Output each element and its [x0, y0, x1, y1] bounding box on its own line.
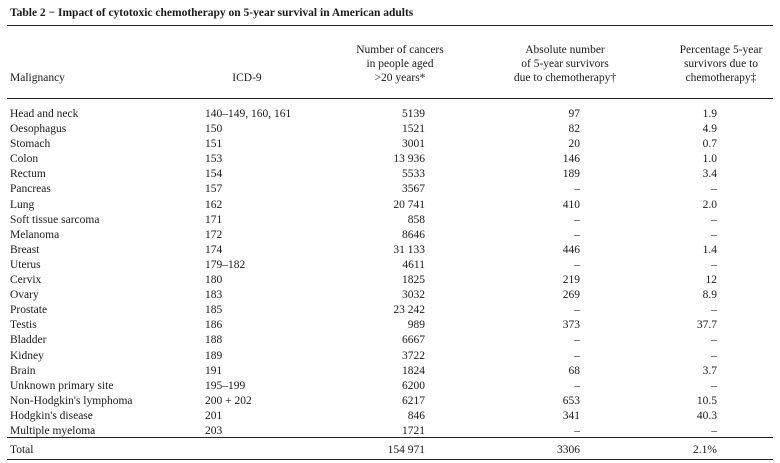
cell-percentage-survivors: –: [711, 349, 717, 362]
cell-icd9: 153: [205, 153, 223, 166]
cell-icd9: 172: [205, 228, 223, 241]
table-row: [0, 182, 780, 197]
header-line: >20 years*: [374, 72, 426, 84]
cell-malignancy: Lung: [10, 198, 35, 211]
cell-percentage-survivors: 4.9: [702, 123, 717, 136]
cell-absolute-survivors: 341: [562, 409, 580, 422]
table-body: [0, 107, 780, 439]
table-title: Table 2 − Impact of cytotoxic chemotherapy on 5-year survival in American adults: [10, 7, 414, 19]
table-row: [0, 167, 780, 182]
header-line: Absolute number: [525, 44, 605, 56]
cell-number-of-cancers: 1521: [402, 123, 425, 136]
table-row: [0, 364, 780, 379]
table-row: [0, 152, 780, 167]
cell-icd9: 162: [205, 198, 223, 211]
cell-icd9: 189: [205, 349, 223, 362]
cell-malignancy: Ovary: [10, 289, 39, 302]
table-row: [0, 258, 780, 273]
cell-icd9: 186: [205, 319, 223, 332]
cell-percentage-survivors: –: [711, 304, 717, 317]
cell-percentage-survivors: 8.9: [702, 289, 717, 302]
table-row: [0, 198, 780, 213]
cell-percentage-survivors: –: [711, 379, 717, 392]
cell-number-of-cancers: 8646: [402, 228, 425, 241]
table-row: [0, 243, 780, 258]
top-rule: [7, 25, 773, 26]
cell-icd9: 180: [205, 274, 223, 287]
header-percentage-survivors: [664, 43, 778, 85]
cell-percentage-survivors: 1.9: [702, 108, 717, 120]
cell-malignancy: Oesophagus: [10, 123, 67, 136]
cell-number-of-cancers: 6200: [402, 379, 425, 392]
cell-malignancy: Brain: [10, 364, 36, 377]
cell-number-of-cancers: 858: [407, 213, 425, 226]
cell-icd9: 203: [205, 424, 223, 437]
cell-number-of-cancers: 3567: [402, 183, 425, 196]
cell-percentage-survivors: 2.0: [702, 198, 717, 211]
cell-percentage-survivors: –: [711, 258, 717, 271]
cell-absolute-survivors: 20: [568, 138, 580, 151]
cell-percentage-survivors: 10.5: [696, 394, 717, 407]
cell-malignancy: Soft tissue sarcoma: [10, 213, 100, 226]
cell-icd9: 150: [205, 123, 223, 136]
table-row: [0, 303, 780, 318]
cell-number-of-cancers: 989: [407, 319, 425, 332]
cell-percentage-survivors: 3.4: [702, 168, 717, 181]
cell-malignancy: Breast: [10, 243, 40, 256]
table-row: [0, 379, 780, 394]
cell-malignancy: Melanoma: [10, 228, 60, 241]
cell-icd9: 195–199: [205, 379, 246, 392]
cell-icd9: 185: [205, 304, 223, 317]
cell-absolute-survivors: 219: [562, 274, 580, 287]
cell-icd9: 183: [205, 289, 223, 302]
cell-malignancy: Unknown primary site: [10, 379, 114, 392]
total-percentage-survivors: 2.1%: [693, 444, 717, 456]
table-row: [0, 228, 780, 243]
cell-percentage-survivors: 3.7: [702, 364, 717, 377]
cell-absolute-survivors: –: [574, 183, 580, 196]
cell-number-of-cancers: 6217: [402, 394, 425, 407]
header-rule: [7, 98, 773, 99]
cell-percentage-survivors: 0.7: [702, 138, 717, 151]
table-row: [0, 288, 780, 303]
table-row: [0, 122, 780, 137]
cell-malignancy: Hodgkin's disease: [10, 409, 93, 422]
total-label: Total: [10, 444, 34, 456]
cell-number-of-cancers: 31 133: [393, 243, 425, 256]
total-row: [0, 443, 780, 458]
cell-absolute-survivors: –: [574, 228, 580, 241]
cell-malignancy: Pancreas: [10, 183, 51, 196]
cell-malignancy: Rectum: [10, 168, 46, 181]
cell-absolute-survivors: –: [574, 424, 580, 437]
cell-percentage-survivors: –: [711, 213, 717, 226]
header-line: chemotherapy‡: [685, 72, 757, 84]
cell-percentage-survivors: –: [711, 424, 717, 437]
cell-absolute-survivors: –: [574, 349, 580, 362]
header-line: due to chemotherapy†: [513, 72, 617, 84]
total-number-of-cancers: 154 971: [387, 444, 425, 456]
header-line: survivors due to: [683, 58, 759, 70]
cell-percentage-survivors: 40.3: [696, 409, 717, 422]
table-row: [0, 107, 780, 122]
header-line: Number of cancers: [356, 44, 444, 56]
cell-malignancy: Colon: [10, 153, 39, 166]
cell-percentage-survivors: 1.4: [702, 243, 717, 256]
cell-number-of-cancers: 13 936: [393, 153, 425, 166]
cell-malignancy: Stomach: [10, 138, 51, 151]
cell-malignancy: Bladder: [10, 334, 47, 347]
cell-absolute-survivors: 189: [562, 168, 580, 181]
cell-number-of-cancers: 1825: [402, 274, 425, 287]
cell-malignancy: Kidney: [10, 349, 44, 362]
header-absolute-survivors: [495, 43, 635, 85]
table-row: [0, 137, 780, 152]
table-row: [0, 213, 780, 228]
cell-absolute-survivors: 82: [568, 123, 580, 136]
cell-percentage-survivors: –: [711, 228, 717, 241]
cell-number-of-cancers: 4611: [402, 258, 425, 271]
cell-percentage-survivors: 1.0: [702, 153, 717, 166]
header-line: in people aged: [366, 58, 434, 70]
total-rule: [7, 437, 773, 438]
cell-malignancy: Multiple myeloma: [10, 424, 96, 437]
cell-absolute-survivors: 373: [562, 319, 580, 332]
cell-malignancy: Uterus: [10, 258, 41, 271]
header-line: Percentage 5-year: [679, 44, 763, 56]
cell-number-of-cancers: 1721: [402, 424, 425, 437]
cell-icd9: 188: [205, 334, 223, 347]
cell-absolute-survivors: 97: [568, 108, 580, 120]
cell-number-of-cancers: 5533: [402, 168, 425, 181]
cell-icd9: 174: [205, 243, 223, 256]
cell-percentage-survivors: –: [711, 183, 717, 196]
cell-icd9: 140–149, 160, 161: [205, 108, 292, 120]
cell-malignancy: Prostate: [10, 304, 48, 317]
cell-absolute-survivors: –: [574, 258, 580, 271]
table-row: [0, 394, 780, 409]
cell-icd9: 201: [205, 409, 223, 422]
cell-icd9: 151: [205, 138, 223, 151]
cell-icd9: 154: [205, 168, 223, 181]
cell-malignancy: Cervix: [10, 274, 42, 287]
cell-malignancy: Testis: [10, 319, 37, 332]
table-row: [0, 318, 780, 333]
header-line: of 5-year survivors: [521, 58, 609, 70]
cell-number-of-cancers: 1824: [402, 364, 425, 377]
cell-number-of-cancers: 23 242: [393, 304, 425, 317]
table-row: [0, 409, 780, 424]
cell-malignancy: Non-Hodgkin's lymphoma: [10, 394, 133, 407]
cell-icd9: 191: [205, 364, 223, 377]
cell-absolute-survivors: 410: [562, 198, 580, 211]
cell-percentage-survivors: 37.7: [696, 319, 717, 332]
cell-absolute-survivors: –: [574, 304, 580, 317]
cell-absolute-survivors: 146: [562, 153, 580, 166]
cell-number-of-cancers: 3722: [402, 349, 425, 362]
cell-number-of-cancers: 3001: [402, 138, 425, 151]
cell-malignancy: Head and neck: [10, 108, 79, 120]
cell-icd9: 157: [205, 183, 223, 196]
cell-number-of-cancers: 3032: [402, 289, 425, 302]
header-number-of-cancers: [340, 43, 460, 85]
cell-number-of-cancers: 5139: [402, 108, 425, 120]
cell-absolute-survivors: –: [574, 213, 580, 226]
table-row: [0, 333, 780, 348]
cell-absolute-survivors: 68: [568, 364, 580, 377]
header-icd9: ICD-9: [232, 72, 262, 84]
cell-number-of-cancers: 846: [407, 409, 425, 422]
cell-number-of-cancers: 6667: [402, 334, 425, 347]
cell-absolute-survivors: 269: [562, 289, 580, 302]
cell-absolute-survivors: –: [574, 334, 580, 347]
cell-absolute-survivors: 446: [562, 243, 580, 256]
table-row: [0, 273, 780, 288]
cell-percentage-survivors: 12: [705, 274, 717, 287]
cell-icd9: 179–182: [205, 258, 246, 271]
cell-absolute-survivors: 653: [562, 394, 580, 407]
table-row: [0, 349, 780, 364]
cell-icd9: 200 + 202: [205, 394, 252, 407]
cell-number-of-cancers: 20 741: [393, 198, 425, 211]
bottom-rule: [7, 459, 773, 460]
total-absolute-survivors: 3306: [557, 444, 580, 456]
cell-icd9: 171: [205, 213, 223, 226]
cell-absolute-survivors: –: [574, 379, 580, 392]
header-malignancy: Malignancy: [10, 72, 65, 84]
cell-percentage-survivors: –: [711, 334, 717, 347]
